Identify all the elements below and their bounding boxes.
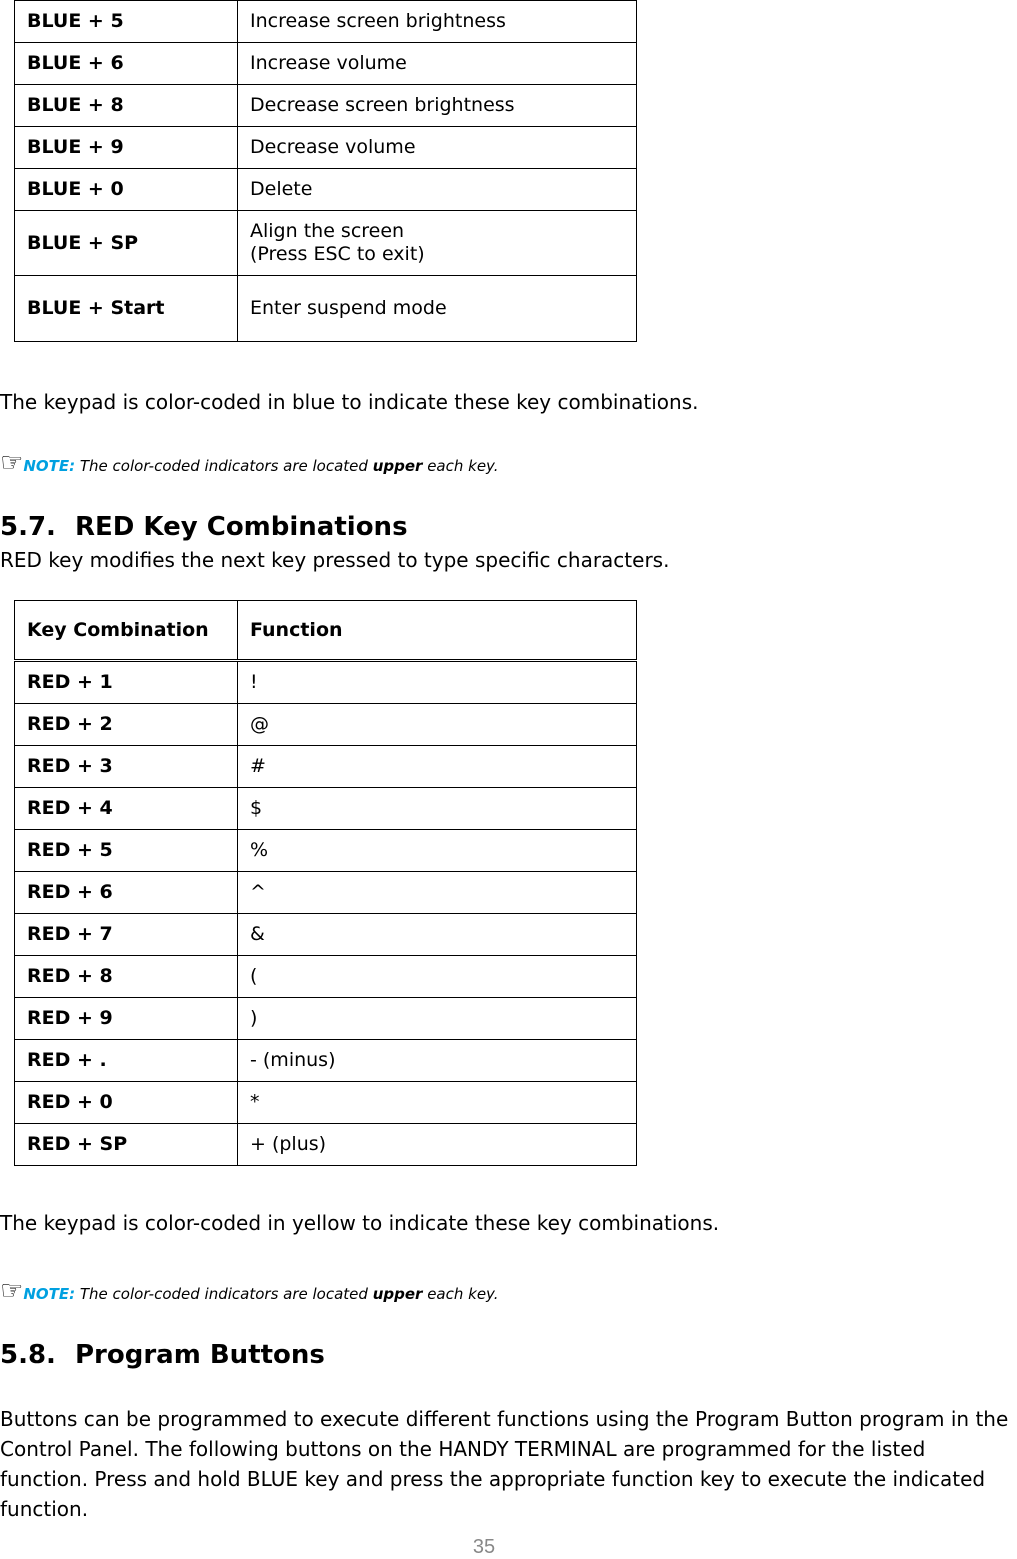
key-cell: RED + 6 xyxy=(15,872,238,914)
table-row xyxy=(15,169,637,211)
page-number: 35 xyxy=(472,1536,496,1558)
note-blue xyxy=(0,448,499,478)
table-row xyxy=(15,830,637,872)
note-yellow xyxy=(0,1276,499,1306)
section-heading-5-7 xyxy=(0,512,408,542)
key-cell: RED + SP xyxy=(15,1124,238,1166)
section-intro: RED key modifies the next key pressed to type specific characters. xyxy=(0,548,670,572)
key-cell: BLUE + 5 xyxy=(15,1,238,43)
key-cell: BLUE + 6 xyxy=(15,43,238,85)
key-cell: BLUE + SP xyxy=(15,211,238,276)
red-key-table-header xyxy=(14,600,637,660)
column-header: Function xyxy=(238,601,637,660)
key-cell: RED + 0 xyxy=(15,1082,238,1124)
function-cell: Enter suspend mode xyxy=(238,276,637,342)
function-cell: ) xyxy=(238,998,637,1040)
table-row xyxy=(15,1040,637,1082)
section-body: Buttons can be programmed to execute different functions using the Program Button program in the Control Panel. The following buttons on the HANDY TERMINAL are programmed for the listed function. Press and hold BLUE key and press the appropriate function key to execute the indicated function. xyxy=(0,1407,1009,1521)
table-row xyxy=(15,914,637,956)
key-cell: RED + 9 xyxy=(15,998,238,1040)
key-cell: RED + 3 xyxy=(15,746,238,788)
key-cell: RED + 8 xyxy=(15,956,238,998)
section-number: 5.7. xyxy=(0,512,56,542)
table-row xyxy=(15,956,637,998)
section-title: RED Key Combinations xyxy=(75,512,408,542)
table-row xyxy=(15,85,637,127)
key-cell: RED + 4 xyxy=(15,788,238,830)
function-cell xyxy=(238,211,637,276)
key-cell: BLUE + 9 xyxy=(15,127,238,169)
table-row xyxy=(15,1082,637,1124)
key-cell: RED + 1 xyxy=(15,662,238,704)
function-line: (Press ESC to exit) xyxy=(250,243,425,265)
function-cell: Delete xyxy=(238,169,637,211)
function-line: Align the screen xyxy=(250,220,405,242)
section-heading-5-8 xyxy=(0,1340,325,1370)
table-row xyxy=(15,1124,637,1166)
note-emphasis: upper xyxy=(372,1285,423,1303)
function-cell: $ xyxy=(238,788,637,830)
function-cell: ^ xyxy=(238,872,637,914)
key-cell: BLUE + 8 xyxy=(15,85,238,127)
note-text: each key. xyxy=(422,1285,499,1303)
pointing-hand-icon: ☞ xyxy=(0,1276,24,1306)
key-cell: RED + 2 xyxy=(15,704,238,746)
note-label: NOTE: xyxy=(23,457,76,475)
table-row xyxy=(15,127,637,169)
pointing-hand-icon: ☞ xyxy=(0,448,24,478)
key-cell: RED + 7 xyxy=(15,914,238,956)
note-label: NOTE: xyxy=(23,1285,76,1303)
table-row xyxy=(15,788,637,830)
function-cell: - (minus) xyxy=(238,1040,637,1082)
blue-color-code-paragraph: The keypad is color-coded in blue to indicate these key combinations. xyxy=(0,390,699,414)
function-cell: ( xyxy=(238,956,637,998)
table-row xyxy=(15,662,637,704)
red-key-table xyxy=(14,661,637,1166)
table-row xyxy=(15,276,637,342)
yellow-color-code-paragraph: The keypad is color-coded in yellow to indicate these key combinations. xyxy=(0,1211,720,1235)
function-cell: # xyxy=(238,746,637,788)
blue-key-table xyxy=(14,0,637,342)
table-row xyxy=(15,872,637,914)
section-title: Program Buttons xyxy=(75,1340,325,1370)
note-text: each key. xyxy=(422,457,499,475)
table-row xyxy=(15,746,637,788)
key-cell: BLUE + 0 xyxy=(15,169,238,211)
section-number: 5.8. xyxy=(0,1340,56,1370)
function-cell: % xyxy=(238,830,637,872)
column-header: Key Combination xyxy=(15,601,238,660)
table-row xyxy=(15,998,637,1040)
table-row xyxy=(15,1,637,43)
note-emphasis: upper xyxy=(372,457,423,475)
key-cell: RED + 5 xyxy=(15,830,238,872)
note-text: The color-coded indicators are located xyxy=(75,1285,373,1303)
note-text: The color-coded indicators are located xyxy=(75,457,373,475)
function-cell: @ xyxy=(238,704,637,746)
table-row xyxy=(15,704,637,746)
function-cell: ! xyxy=(238,662,637,704)
function-cell: Increase volume xyxy=(238,43,637,85)
function-cell: * xyxy=(238,1082,637,1124)
table-row xyxy=(15,43,637,85)
function-cell: + (plus) xyxy=(238,1124,637,1166)
key-cell: BLUE + Start xyxy=(15,276,238,342)
function-cell: Increase screen brightness xyxy=(238,1,637,43)
function-cell: & xyxy=(238,914,637,956)
key-cell: RED + . xyxy=(15,1040,238,1082)
table-row xyxy=(15,211,637,276)
function-cell: Decrease screen brightness xyxy=(238,85,637,127)
function-cell: Decrease volume xyxy=(238,127,637,169)
table-header-row xyxy=(15,601,637,660)
